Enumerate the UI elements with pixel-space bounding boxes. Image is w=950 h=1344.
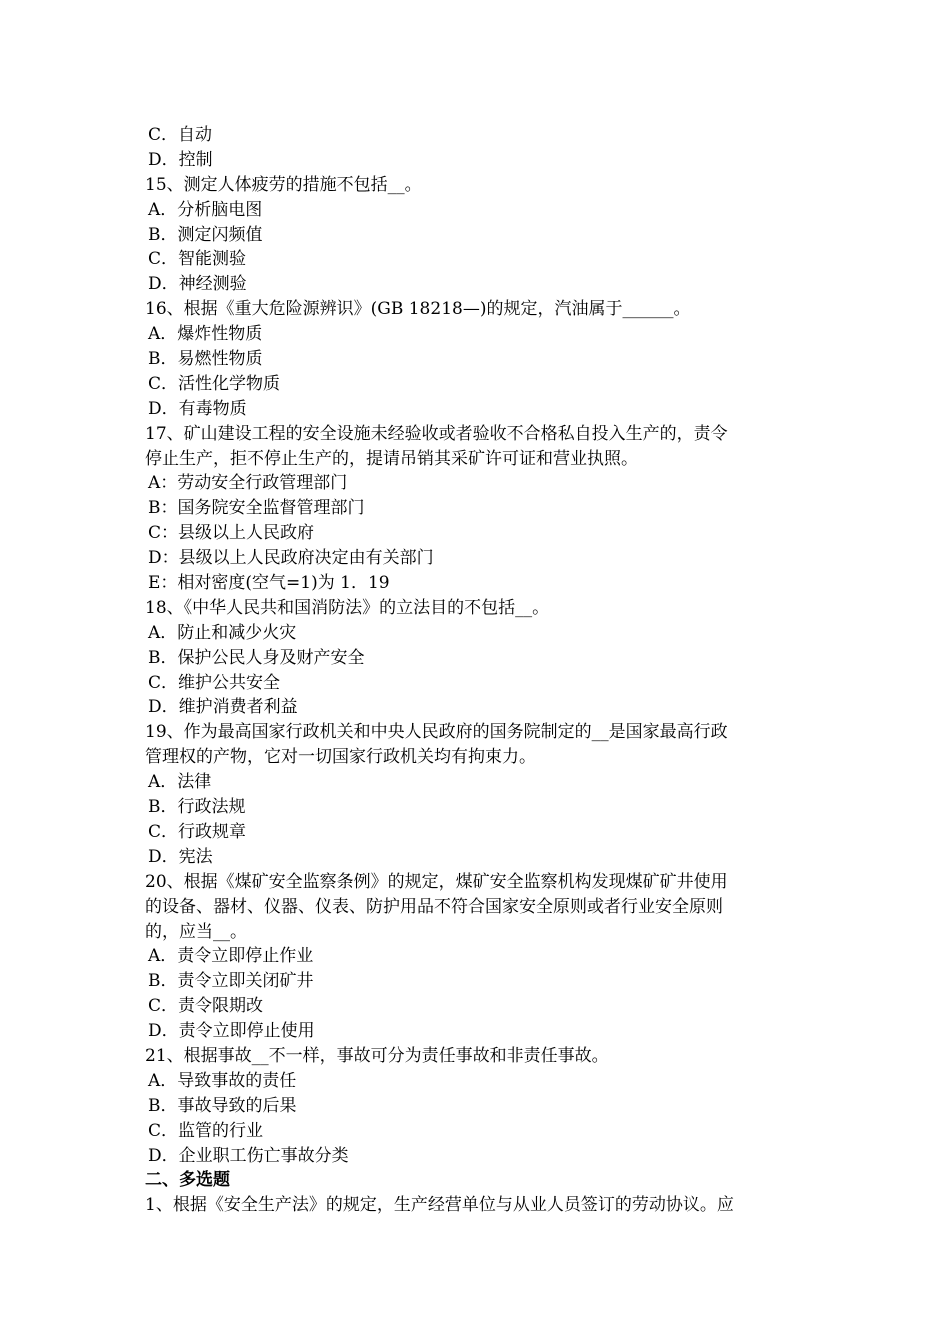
- answer-option: A．法律: [148, 772, 212, 793]
- answer-option: C．监管的行业: [148, 1120, 264, 1141]
- answer-option: D．有毒物质: [148, 398, 247, 419]
- answer-option: B．责令立即关闭矿井: [148, 971, 314, 992]
- question-text: 管理权的产物，它对一切国家行政机关均有拘束力。: [145, 747, 536, 768]
- answer-option: C．维护公共安全: [148, 672, 281, 693]
- question-text: 的设备、器材、仪器、仪表、防护用品不符合国家安全原则或者行业安全原则: [145, 896, 723, 917]
- answer-option: B：国务院安全监督管理部门: [148, 498, 365, 519]
- answer-option: D．责令立即停止使用: [148, 1021, 315, 1042]
- question-text: 的，应当__。: [145, 921, 247, 942]
- answer-option: C．行政规章: [148, 821, 247, 842]
- answer-option: D．宪法: [148, 846, 213, 867]
- question-text: 20、根据《煤矿安全监察条例》的规定，煤矿安全监察机构发现煤矿矿井使用: [145, 871, 728, 892]
- section-heading: 二、多选题: [145, 1170, 230, 1191]
- answer-option: C：县级以上人民政府: [148, 523, 315, 544]
- question-text: 1、根据《安全生产法》的规定，生产经营单位与从业人员签订的劳动协议。应: [145, 1195, 734, 1216]
- question-text: 17、矿山建设工程的安全设施未经验收或者验收不合格私自投入生产的，责令: [145, 423, 728, 444]
- answer-option: D．神经测验: [148, 274, 247, 295]
- question-text: 16、根据《重大危险源辨识》(GB 18218—)的规定，汽油属于______。: [145, 299, 691, 320]
- answer-option: C．自动: [148, 125, 213, 145]
- answer-option: D．控制: [148, 149, 213, 170]
- answer-option: A．防止和减少火灾: [148, 622, 297, 643]
- answer-option: A．分析脑电图: [148, 199, 263, 220]
- question-text: 19、作为最高国家行政机关和中央人民政府的国务院制定的__是国家最高行政: [145, 722, 728, 743]
- answer-option: D：县级以上人民政府决定由有关部门: [148, 548, 434, 569]
- answer-option: D．维护消费者利益: [148, 697, 298, 718]
- answer-option: C．活性化学物质: [148, 373, 281, 394]
- answer-option: B．易燃性物质: [148, 349, 263, 370]
- question-text: 18、《中华人民共和国消防法》的立法目的不包括__。: [145, 597, 550, 618]
- question-text: 停止生产，拒不停止生产的，提请吊销其采矿许可证和营业执照。: [145, 448, 638, 469]
- answer-option: B．测定闪频值: [148, 224, 263, 245]
- answer-option: A．爆炸性物质: [148, 324, 263, 345]
- answer-option: C．责令限期改: [148, 996, 264, 1017]
- answer-option: A：劳动安全行政管理部门: [148, 473, 348, 494]
- answer-option: D．企业职工伤亡事故分类: [148, 1145, 349, 1166]
- answer-option: C．智能测验: [148, 249, 247, 270]
- document-page: [145, 123, 810, 1218]
- question-text: 21、根据事故__不一样，事故可分为责任事故和非责任事故。: [145, 1045, 609, 1066]
- answer-option: B．保护公民人身及财产安全: [148, 647, 365, 668]
- answer-option: A．责令立即停止作业: [148, 946, 314, 967]
- answer-option: E：相对密度(空气=1)为 1．19: [148, 573, 390, 594]
- answer-option: A．导致事故的责任: [148, 1070, 297, 1091]
- answer-option: B．事故导致的后果: [148, 1095, 297, 1116]
- question-text: 15、测定人体疲劳的措施不包括__。: [145, 174, 422, 195]
- answer-option: B．行政法规: [148, 797, 246, 818]
